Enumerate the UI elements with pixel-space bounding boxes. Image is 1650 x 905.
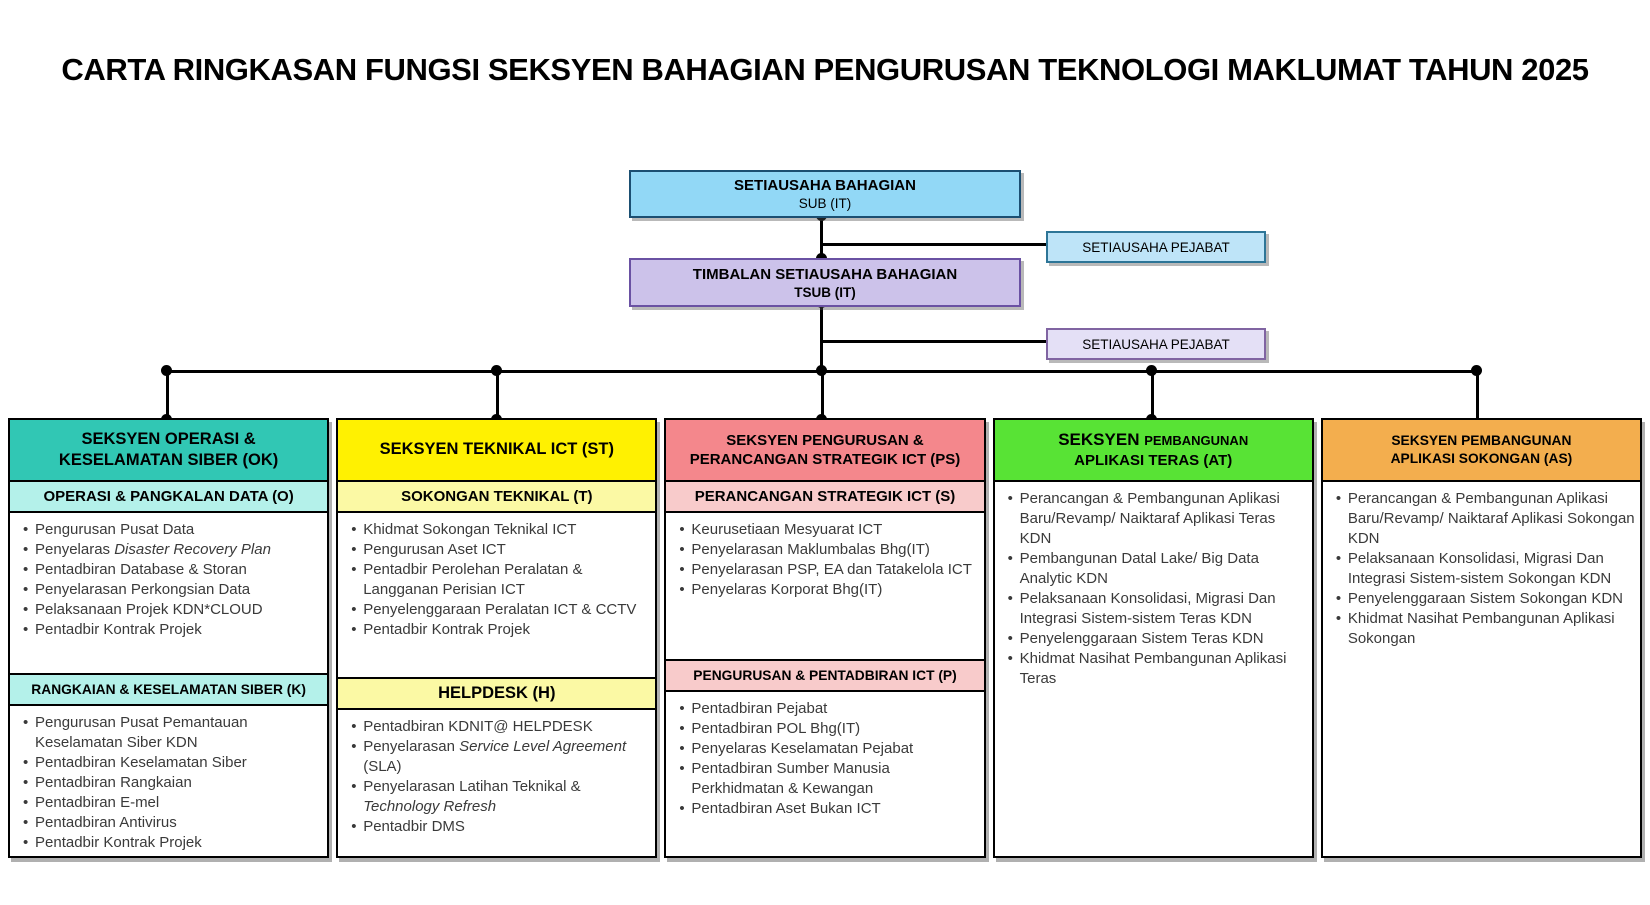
section-operasi-keselamatan-siber	[8, 418, 329, 858]
section-header: SEKSYEN OPERASI & KESELAMATAN SIBER (OK)	[10, 420, 327, 482]
function-item: • Pentadbiran Aset Bukan ICT	[674, 799, 978, 819]
function-item: • Pentadbiran Sumber Manusia Perkhidmatan & Kewangan	[674, 759, 978, 799]
function-list	[666, 692, 983, 856]
function-item: • Penyelenggaraan Sistem Teras KDN	[1003, 629, 1307, 649]
function-item: • Pentadbiran E-mel	[18, 793, 322, 813]
section-teknikal-ict	[336, 418, 657, 858]
connector-drop-1	[166, 372, 169, 418]
connector-dot	[816, 365, 827, 376]
function-item: • Penyelaras Keselamatan Pejabat	[674, 739, 978, 759]
section-header: SEKSYEN PENGURUSAN & PERANCANGAN STRATEGIK ICT (PS)	[666, 420, 983, 482]
page-title: CARTA RINGKASAN FUNGSI SEKSYEN BAHAGIAN PENGURUSAN TEKNOLOGI MAKLUMAT TAHUN 2025	[61, 52, 1589, 87]
box-setiausaha-bahagian-code: SUB (IT)	[798, 196, 852, 211]
connector-line-office1	[822, 243, 1046, 246]
connector-dot	[1471, 365, 1482, 376]
function-item: • Perancangan & Pembangunan Aplikasi Baru/Revamp/ Naiktaraf Aplikasi Teras KDN	[1003, 489, 1307, 549]
section-subheader: PENGURUSAN & PENTADBIRAN ICT (P)	[666, 659, 983, 692]
function-list	[10, 706, 327, 856]
connector-line-office2	[822, 340, 1046, 343]
box-timbalan-setiausaha-bahagian	[629, 258, 1021, 307]
box-setiausaha-pejabat-1-label: SETIAUSAHA PEJABAT	[1082, 239, 1230, 255]
function-item: • Penyelenggaraan Sistem Sokongan KDN	[1331, 589, 1635, 609]
function-list	[338, 710, 655, 856]
function-item: • Penyelarasan Perkongsian Data	[18, 580, 322, 600]
box-setiausaha-pejabat-2-label: SETIAUSAHA PEJABAT	[1082, 336, 1230, 352]
connector-drop-3	[821, 372, 824, 418]
function-item: • Pentadbiran POL Bhg(IT)	[674, 719, 978, 739]
function-item: • Pentadbiran Rangkaian	[18, 773, 322, 793]
connector-line-tsub-bus	[820, 301, 823, 371]
section-header: SEKSYEN PEMBANGUNAN APLIKASI SOKONGAN (AS)	[1323, 420, 1640, 482]
section-subheader: RANGKAIAN & KESELAMATAN SIBER (K)	[10, 673, 327, 706]
function-item: • Pentadbir Kontrak Projek	[346, 620, 650, 640]
function-list	[995, 482, 1312, 856]
function-item: • Penyelaras Disaster Recovery Plan	[18, 540, 322, 560]
function-item: • Pentadbir Kontrak Projek	[18, 833, 322, 853]
section-subheader: HELPDESK (H)	[338, 677, 655, 710]
function-item: • Pengurusan Pusat Data	[18, 520, 322, 540]
section-subheader: SOKONGAN TEKNIKAL (T)	[338, 482, 655, 513]
function-item: • Khidmat Nasihat Pembangunan Aplikasi Teras	[1003, 649, 1307, 689]
function-item: • Pentadbir Perolehan Peralatan & Langganan Perisian ICT	[346, 560, 650, 600]
function-list	[1323, 482, 1640, 856]
box-timbalan-title: TIMBALAN SETIAUSAHA BAHAGIAN	[692, 265, 958, 283]
connector-dot	[161, 365, 172, 376]
connector-drop-4	[1151, 372, 1154, 418]
function-list	[338, 513, 655, 677]
function-item: • Pentadbiran Database & Storan	[18, 560, 322, 580]
box-timbalan-code: TSUB (IT)	[794, 284, 856, 300]
function-item: • Penyelarasan PSP, EA dan Tatakelola ICT	[674, 560, 978, 580]
function-item: • Pembangunan Datal Lake/ Big Data Analytic KDN	[1003, 549, 1307, 589]
function-list	[666, 513, 983, 659]
function-item: • Pentadbiran Keselamatan Siber	[18, 753, 322, 773]
connector-dot	[1146, 365, 1157, 376]
function-item: • Pengurusan Aset ICT	[346, 540, 650, 560]
function-item: • Penyelaras Korporat Bhg(IT)	[674, 580, 978, 600]
function-list	[10, 513, 327, 673]
section-pembangunan-aplikasi-teras	[993, 418, 1314, 858]
function-item: • Pentadbir Kontrak Projek	[18, 620, 322, 640]
section-subheader: PERANCANGAN STRATEGIK ICT (S)	[666, 482, 983, 513]
function-item: • Perancangan & Pembangunan Aplikasi Baru/Revamp/ Naiktaraf Aplikasi Sokongan KDN	[1331, 489, 1635, 549]
function-item: • Pengurusan Pusat Pemantauan Keselamatan Siber KDN	[18, 713, 322, 753]
function-item: • Penyelarasan Latihan Teknikal & Technology Refresh	[346, 777, 650, 817]
function-item: • Pentadbiran KDNIT@ HELPDESK	[346, 717, 650, 737]
section-header: SEKSYEN TEKNIKAL ICT (ST)	[338, 420, 655, 482]
sections-row	[8, 418, 1642, 858]
section-pembangunan-aplikasi-sokongan	[1321, 418, 1642, 858]
function-item: • Penyelarasan Maklumbalas Bhg(IT)	[674, 540, 978, 560]
section-pengurusan-perancangan-strategik-ict	[664, 418, 985, 858]
function-item: • Pelaksanaan Projek KDN*CLOUD	[18, 600, 322, 620]
box-setiausaha-pejabat-1	[1046, 231, 1266, 263]
function-item: • Pelaksanaan Konsolidasi, Migrasi Dan Integrasi Sistem-sistem Teras KDN	[1003, 589, 1307, 629]
box-setiausaha-bahagian	[629, 170, 1021, 218]
function-item: • Pelaksanaan Konsolidasi, Migrasi Dan Integrasi Sistem-sistem Sokongan KDN	[1331, 549, 1635, 589]
function-item: • Keurusetiaan Mesyuarat ICT	[674, 520, 978, 540]
section-subheader: OPERASI & PANGKALAN DATA (O)	[10, 482, 327, 513]
function-item: • Pentadbiran Antivirus	[18, 813, 322, 833]
function-item: • Penyelarasan Service Level Agreement (SLA)	[346, 737, 650, 777]
section-header: SEKSYEN PEMBANGUNAN APLIKASI TERAS (AT)	[995, 420, 1312, 482]
connector-drop-5	[1476, 372, 1479, 418]
connector-drop-2	[496, 372, 499, 418]
function-item: • Khidmat Sokongan Teknikal ICT	[346, 520, 650, 540]
box-setiausaha-pejabat-2	[1046, 328, 1266, 360]
function-item: • Penyelenggaraan Peralatan ICT & CCTV	[346, 600, 650, 620]
function-item: • Pentadbiran Pejabat	[674, 699, 978, 719]
function-item: • Khidmat Nasihat Pembangunan Aplikasi Sokongan	[1331, 609, 1635, 649]
box-setiausaha-bahagian-title: SETIAUSAHA BAHAGIAN	[734, 177, 916, 194]
connector-dot	[491, 365, 502, 376]
function-item: • Pentadbir DMS	[346, 817, 650, 837]
